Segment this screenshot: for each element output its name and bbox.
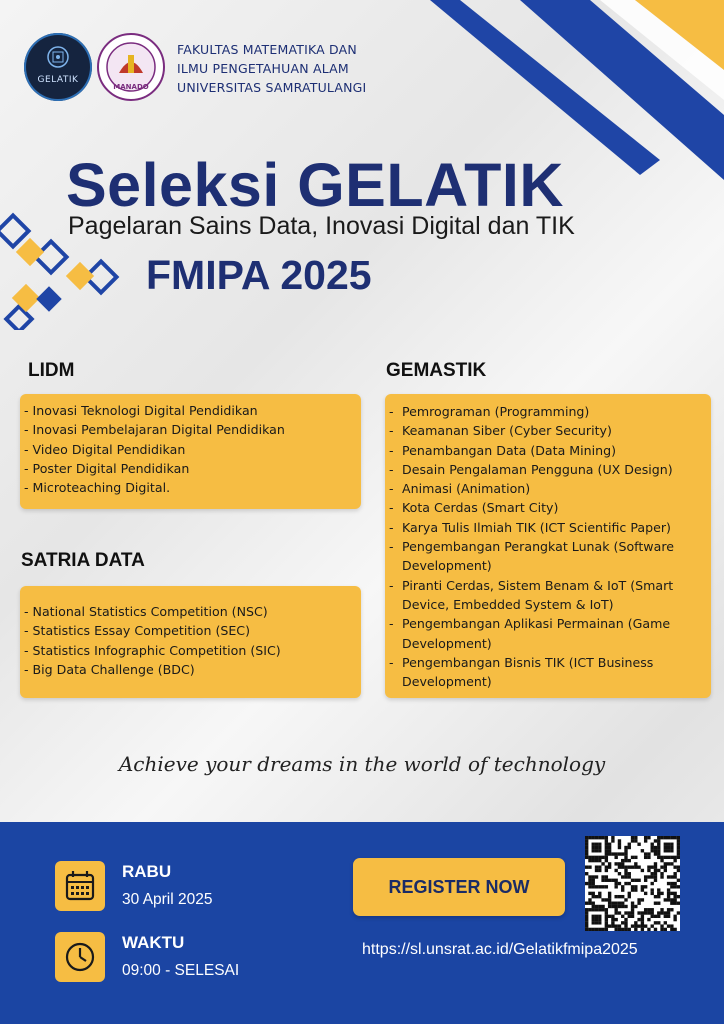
lidm-list <box>20 394 361 497</box>
list-item: - Keamanan Siber (Cyber Security) <box>389 423 612 439</box>
list-item: - Piranti Cerdas, Sistem Benam & IoT (Smart Device, Embedded System & IoT) <box>389 577 674 612</box>
lidm-box <box>20 394 361 509</box>
day-label: RABU <box>122 862 172 881</box>
unsrat-logo <box>97 33 165 101</box>
list-item: - Video Digital Pendidikan <box>24 441 186 457</box>
list-item: - Desain Pengalaman Pengguna (UX Design) <box>389 461 673 477</box>
lidm-heading: LIDM <box>28 360 75 381</box>
tagline: Achieve your dreams in the world of technology <box>118 752 606 776</box>
satria-heading: SATRIA DATA <box>21 550 145 571</box>
gemastik-box <box>385 394 711 698</box>
register-now-button[interactable]: REGISTER NOW <box>353 858 565 916</box>
date-value: 30 April 2025 <box>122 891 213 908</box>
list-item: - Pengembangan Bisnis TIK (ICT Business Development) <box>389 654 654 690</box>
qr-code[interactable] <box>585 836 680 931</box>
list-item: - Karya Tulis Ilmiah TIK (ICT Scientific Paper) <box>389 519 671 535</box>
list-item: - Penambangan Data (Data Mining) <box>389 442 617 458</box>
faculty-line: ILMU PENGETAHUAN ALAM <box>177 61 349 76</box>
list-item: - Poster Digital Pendidikan <box>24 460 190 476</box>
list-item: - Inovasi Teknologi Digital Pendidikan <box>24 403 258 418</box>
year-title: FMIPA 2025 <box>146 252 372 298</box>
satria-list <box>20 586 361 679</box>
list-item: - Microteaching Digital. <box>24 480 171 496</box>
satria-box <box>20 586 361 698</box>
list-item: - Pemrograman (Programming) <box>389 404 590 419</box>
time-label: WAKTU <box>122 933 185 952</box>
main-title: Seleksi GELATIK <box>66 151 564 219</box>
subtitle: Pagelaran Sains Data, Inovasi Digital dan TIK <box>68 212 575 240</box>
faculty-line: FAKULTAS MATEMATIKA DAN <box>177 42 357 57</box>
list-item: - National Statistics Competition (NSC) <box>24 604 268 619</box>
list-item: - Big Data Challenge (BDC) <box>24 661 195 677</box>
registration-url[interactable]: https://sl.unsrat.ac.id/Gelatikfmipa2025 <box>362 941 638 958</box>
list-item: - Kota Cerdas (Smart City) <box>389 500 559 516</box>
gemastik-list <box>385 394 711 691</box>
unsrat-logo-text: MANADO <box>113 83 149 91</box>
clock-icon <box>55 932 105 982</box>
list-item: - Pengembangan Perangkat Lunak (Software Development) <box>389 539 674 574</box>
list-item: - Pengembangan Aplikasi Permainan (Game Development) <box>389 616 671 651</box>
gelatik-logo <box>24 33 92 101</box>
time-value: 09:00 - SELESAI <box>122 962 240 979</box>
list-item: - Animasi (Animation) <box>389 481 531 497</box>
gelatik-logo-text: GELATIK <box>37 75 79 85</box>
faculty-line: UNIVERSITAS SAMRATULANGI <box>177 80 367 95</box>
gemastik-heading: GEMASTIK <box>386 360 487 381</box>
calendar-icon <box>55 861 105 911</box>
list-item: - Inovasi Pembelajaran Digital Pendidikan <box>24 422 285 438</box>
faculty-name <box>177 40 366 97</box>
list-item: - Statistics Infographic Competition (SIC) <box>24 642 281 658</box>
list-item: - Statistics Essay Competition (SEC) <box>24 623 251 639</box>
